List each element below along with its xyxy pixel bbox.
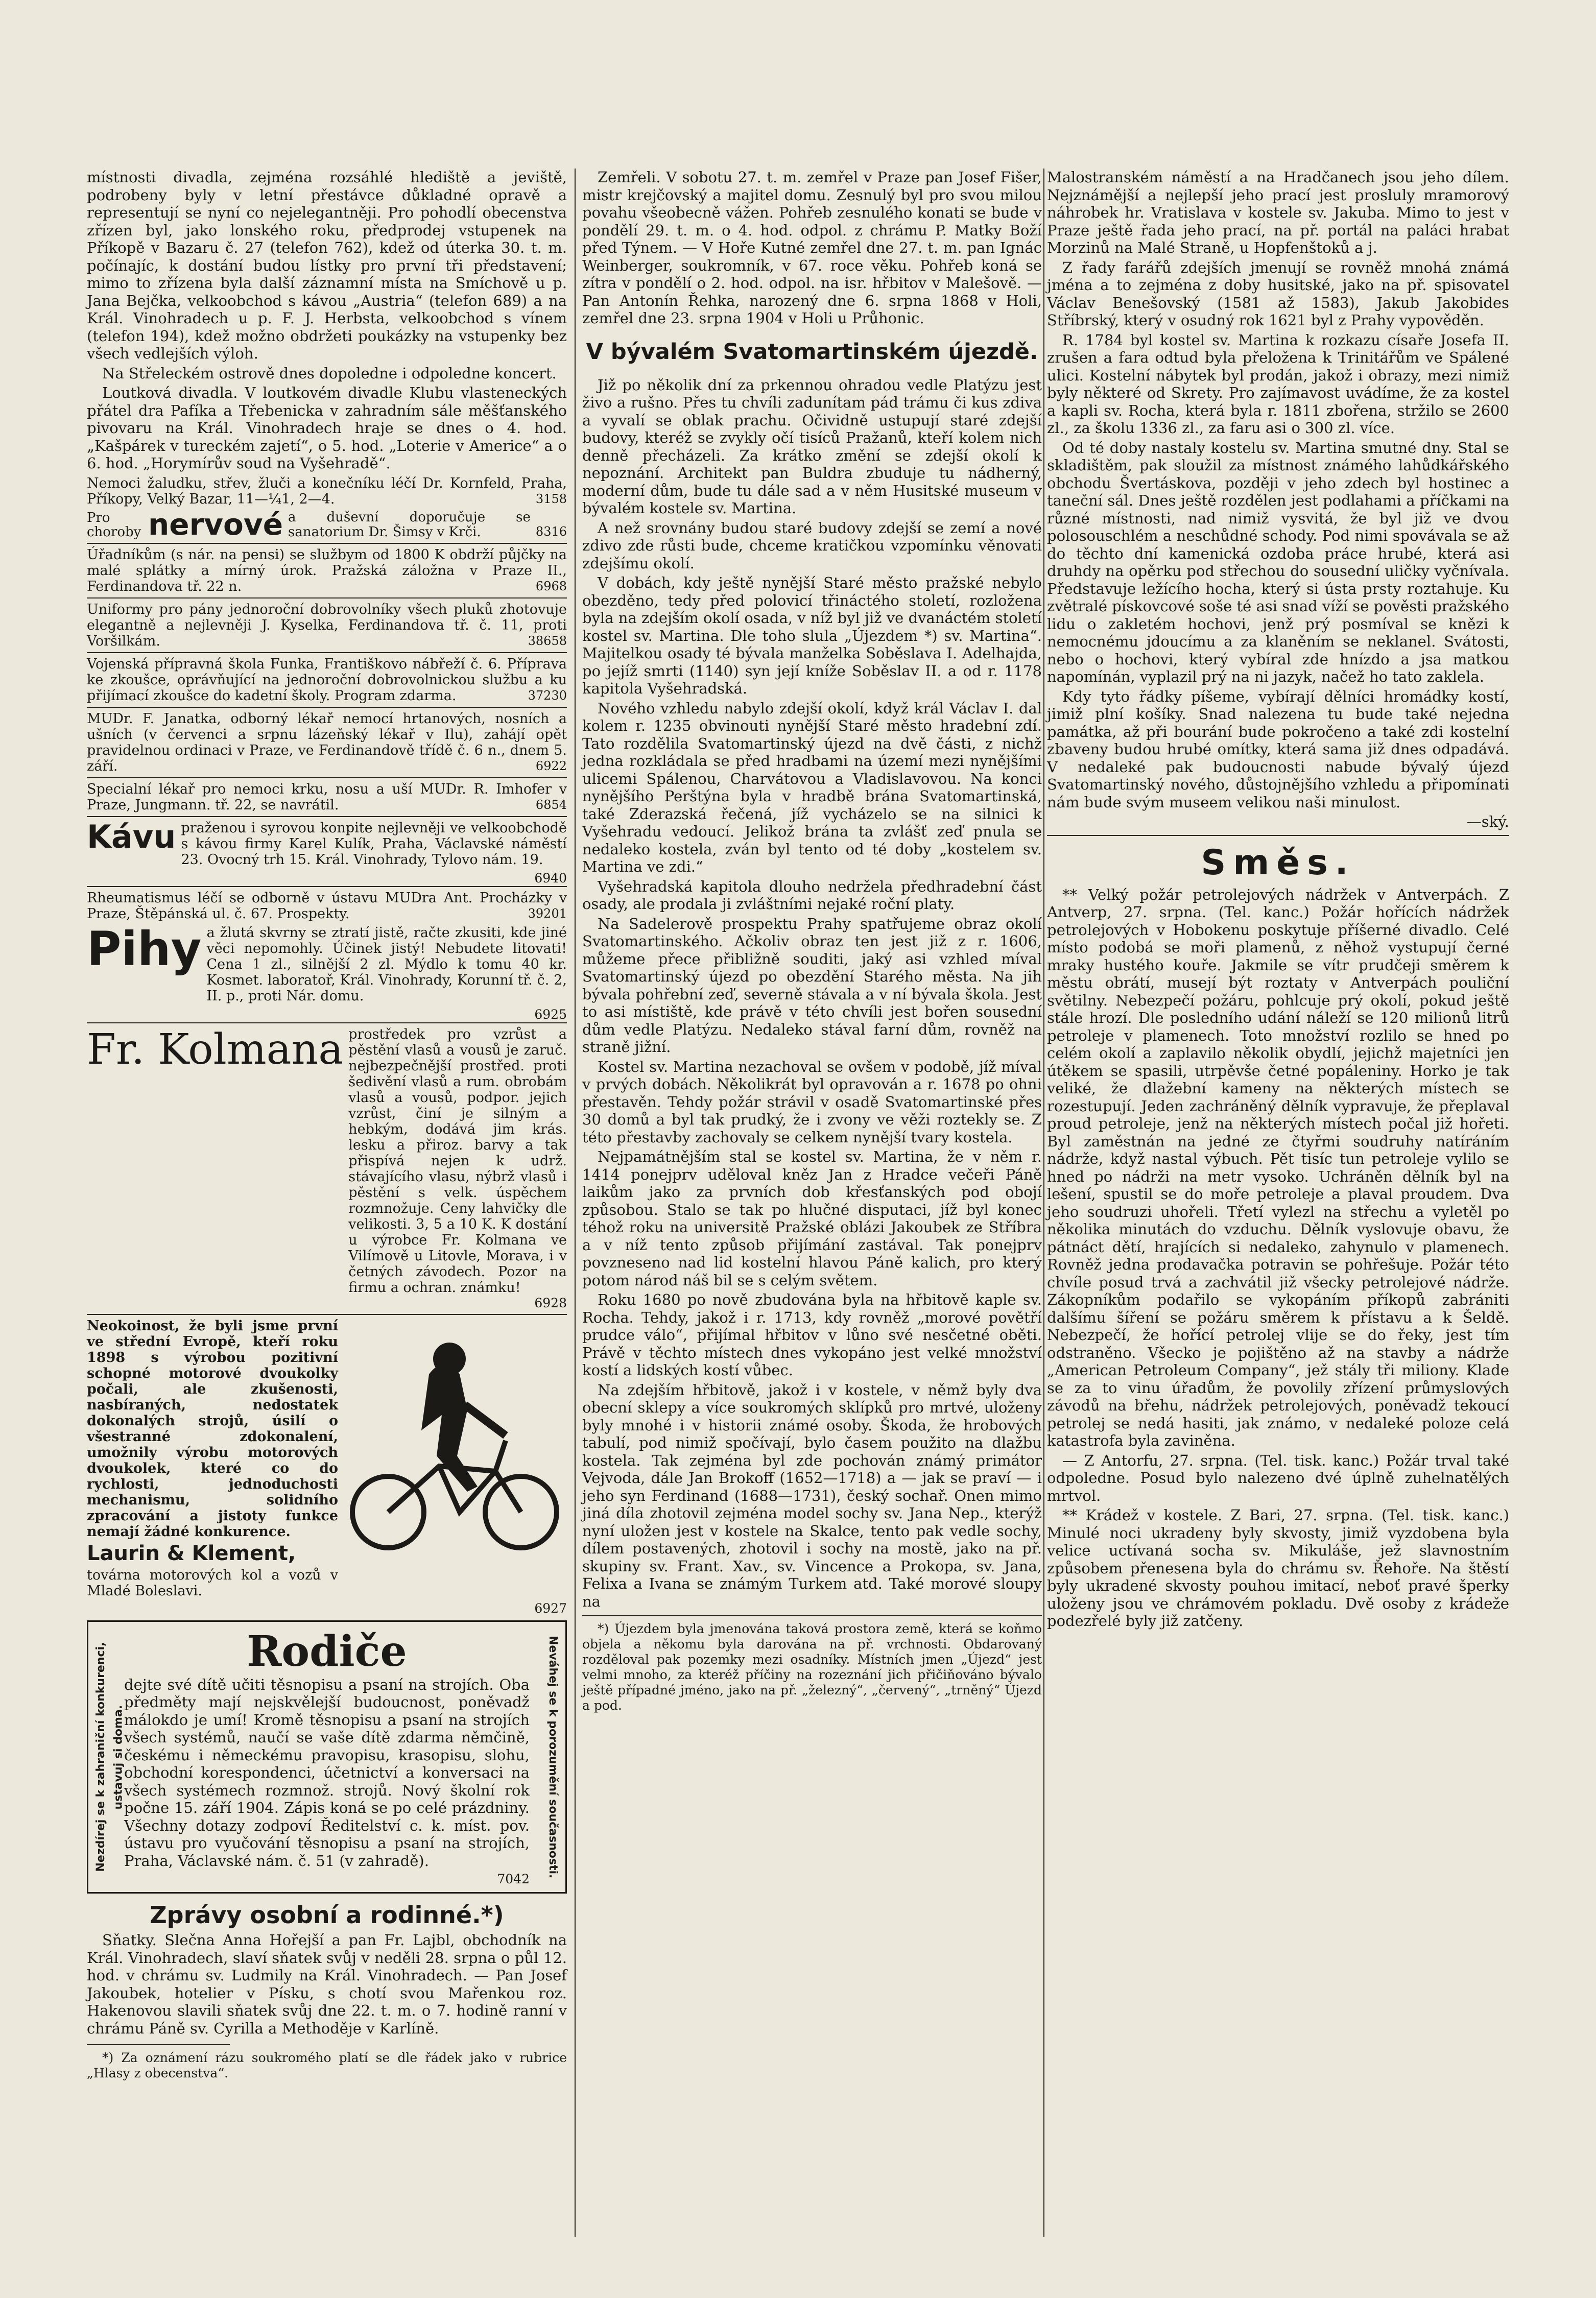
footnote: *) Za oznámení rázu soukromého platí se dle řádek jako v rubrice „Hlasy z obecenstva“.	[87, 2050, 567, 2080]
divider	[87, 816, 567, 817]
article-paragraph: Od té doby nastaly kostelu sv. Martina smutné dny. Stal se skladištěm, pak sloužil za místnost známého lahůdkářského obchodu Švertáskova, později v jeho zdech byl hostinec a taneční sál. Dnes ještě rozdělen jest podlahami a příčkami na různé místnosti, nad nimiž vysvitá, že byl již ve dvou polosouschlém a neschůdné schody. Pod nimi spovávala se až do těchto dní kamenická ozdoba práce hrubé, která asi druhdy na opěrku pod střechou do sousední uličky vyčnívala. Představuje ležícího hocha, který si ústa prsty roztahuje. Ku zvětralé pískovcové soše té asi snad víží se pověsti pražského lidu o zakletém hochovi, jenž prý posmíval se knězi k nemocnému jdoucímu a za klaněním se neklanel. Svátosti, nebo o hochovi, který vybíral zde hnízdo a jsa matkou napomínán, vyplazil prý na ni jazyk, načež ho tato zaklela.	[1047, 439, 1509, 685]
ad-funka-text: Vojenská přípravná škola Funka, Františkovo nábřeží č. 6. Příprava ke zkoušce, oprávňující na jednoroční dobrovolnickou službu a ku přijímací zkoušce do kadetní školy. Program zdarma.	[87, 656, 567, 704]
section-heading-smes: Směs.	[1201, 842, 1355, 883]
ad-uniformy-text: Uniformy pro pány jednoroční dobrovolníky všech pluků zhotovuje elegantně a nejlevněji J. Kyselka, Ferdinandova tř. č. 11, proti Voršilkám.	[87, 601, 567, 649]
article-heading: V bývalém Svatomartinském újezdě.	[586, 339, 1038, 365]
ad-rodice-side-left: Nezdírej se k zahraniční konkurenci, ustavuj si doma.	[94, 1642, 125, 1872]
column-rule-2	[1043, 169, 1044, 2237]
ad-rheumatismus	[87, 890, 567, 922]
ad-number: 6928	[534, 1295, 567, 1310]
article-paragraph: A než srovnány budou staré budovy zdejší se zemí a nové zdivo zde růsti bude, chceme kratičkou vzpomínku věnovati zdejšímu okolí.	[582, 519, 1042, 572]
ad-imhofer-text: Specialní lékař pro nemoci krku, nosu a uší MUDr. R. Imhofer v Praze, Jungmann. tř. 22, se navrátil.	[87, 781, 567, 813]
divider	[87, 886, 567, 887]
ad-number: 39201	[528, 906, 567, 921]
article-paragraph: Na Sadelerově prospektu Prahy spatřujeme obraz okolí Svatomartinského. Ačkoliv obraz ten jest již z r. 1606, můžeme přece přibližně souditi, jaký asi vzhled míval Svatomartinský újezd po obezdění Starého města. Na jih bývala pohřební zeď, severně stávala a v ní bývala škola. Jest to asi místiště, kde právě v této chvíli jest bořen sousední dům vedle Platýzu. Nedaleko stával farní dům, rovněž na straně jižní.	[582, 915, 1042, 1056]
column-1	[87, 169, 567, 2083]
column-rule-1	[575, 169, 576, 2237]
divider	[87, 2044, 230, 2045]
divider	[87, 777, 567, 778]
news-item-fire-update: — Z Antorfu, 27. srpna. (Tel. tisk. kanc.) Požár trval také odpoledne. Posud bylo nalezeno dvé úplně zuhelnatělých mrtvol.	[1047, 1451, 1509, 1504]
ad-kavu-title: Kávu	[87, 818, 176, 855]
news-item-fire: ** Velký požár petrolejových nádržek v Antverpách. Z Antverp, 27. srpna. (Tel. kanc.) Požár hořících nádržek petrolejových v Hobokenu poskytuje příšerné divadlo. Celé místo podobá se moři plamenů, z něhož vystupují černé mraky hustého kouře. Jakmile se vítr prudčeji směrem k městu obrátí, musejí být roztaty v Antverpách pouliční světilny. Nebezpečí požáru, pohlcuje prý okolí, pokud ještě stále hrozí. Dle posledního udání náleží se 120 milionů litrů petroleje v plamenech. Toto množství rozlilo se hned po celém okolí a zaplavilo několik obydlí, jejichž majetníci jen útěkem se spasili, utrpěvše četné popáleniny. Horko je tak veliké, že dlažební kameny na některých místech se rozestupují. Jeden zachráněný dělník vypravuje, že přeplaval proud petroleje, jenž na některých místech počal již hořeti. Byl zaměstnán na jedné ze čtyřmi soudruhy natíráním nádrže, když nastal výbuch. Pět tisíc tun petroleje vylilo se hned po nádrži na metr vysoko. Uchráněn dělník byl na lešení, spustil se do moře petroleje a plaval proudem. Dva jeho soudruzi uhořeli. Třetí vylezl na střechu a vyletěl po několika minutách do vzduchu. Dělník vyslovuje obavu, že pátnáct dětí, hrajících si nedaleko, zahynulo v plamenech. Rovněž jedna prodavačka potravin se pohřešuje. Požár této chvíle posud trvá a zachvátil již všecky petrolejové nádrže. Zákopníkům podařilo se vykopáním příkopů zabrániti dalšímu šíření se požáru směrem k přístavu a k Šeldě. Nebezpečí, že hořící petrolej vlije se do řeky, jest tím odstraněno. Všecko je pojištěno až na stavby a nádrže „American Petroleum Company“, jež stály tři miliony. Klade se za to vinu úřadům, že povolily zřízení průmyslových závodů na břehu, nádržek petrolejových, poněvadž tekoucí petrolej se nedá hasiti, jak známo, v nedaleké poloze celá katastrofa byla zaviněna.	[1047, 885, 1509, 1449]
article-paragraph: Kdy tyto řádky píšeme, vybírají dělníci hromádky kostí, jimiž plní košíky. Snad nalezena tu bude také nejedna památka, až při bourání bude pokročeno a také zdi kostelní zbaveny budou hrubé omítky, která sama již dnes odpadává. V nedaleké pak budoucnosti nabude bývalý újezd Svatomartinský nového, důstojnějšího vzhledu a připomínati nám bude svým museem velikou naši minulost.	[1047, 687, 1509, 811]
column-2	[582, 169, 1042, 1715]
ad-janatka	[87, 711, 567, 774]
divider	[87, 1022, 567, 1023]
ad-laurin-text: Neokoinost, že byli jsme první ve střední Evropě, kteří roku 1898 s výrobou pozitivní schopné motorové dvoukolky počali, ale zkušenosti, nasbíraných, nedostatek dokonalých strojů, úsilí o všestranné zdokonalení, umožnily výrobu motorových dvoukolek, které co do rychlosti, jednoduchosti mechanismu, solidního zpracování a jistoty funkce nemají žádné konkurence.	[87, 1318, 338, 1540]
article-paragraph: Roku 1680 po nově zbudována byla na hřbitově kaple sv. Rocha. Tehdy, jakož i r. 1713, kdy rovněž „morové povětří prudce válo“, přijímal hřbitov v lůno své nesčetné oběti. Právě v těchto místech dnes vykopáno jest velké množství kostí a lidských kostí vůbec.	[582, 1291, 1042, 1379]
obituaries-text: Zemřeli. V sobotu 27. t. m. zemřel v Praze pan Josef Fišer, mistr krejčovský a majitel domu. Zesnulý byl pro svou milou povahu všeobecně vážen. Pohřeb zesnulého konati se bude v pondělí 29. t. m. o 4. hod. odpol. z chrámu P. Matky Boží před Týnem. — V Hoře Kutné zemřel dne 27. t. m. pan Ignác Weinberger, soukromník, v 67. roce věku. Pohřeb koná se zítra v pondělí o 2. hod. odpol. na isr. hřbitov v Malešově. — Pan Antonín Řehka, narozený dne 6. srpna 1868 v Holi, zemřel dne 23. srpna 1904 v Holi u Průhonic.	[582, 169, 1042, 327]
ad-kolmana-text: prostředek pro vzrůst a pěstění vlasů a vousů je zaruč. nejbezpečnější prostřed. proti šedivění vlasů a rum. obrobám vlasů a vousů, podpor. jejich vzrůst, činí je silným a hebkým, dodává jim krás. lesku a přiroz. barvy a tak přispívá nejen k udrž. stávajícího vlasu, nýbrž vlasů i pěstění s velk. úspěchem rozmnožuje. Ceny lahvičky dle velikosti. 3, 5 a 10 K. K dostání u výrobce Fr. Kolmana ve Vilímově u Litovle, Morava, i v četných závodech. Pozor na firmu a ochran. známku!	[348, 1026, 567, 1296]
ad-laurin-title: Laurin & Klement,	[87, 1541, 296, 1565]
article-paragraph: Kostel sv. Martina nezachoval se ovšem v podobě, jíž míval v prvých dobách. Několikrát byl opravován a r. 1678 po ohni přestavěn. Tehdy požár strávil v osadě Svatomartinské přes 30 domů a byl tak prudký, že i zvony ve věži roztekly se. Z této přestavby zachovaly se celkem nynější tvary kostela.	[582, 1058, 1042, 1146]
ad-rodice-side-right: Neváhej se k porozumění současnosti.	[546, 1635, 559, 1878]
ad-number: 38658	[528, 633, 567, 648]
ad-rodice-text: dejte své dítě učiti těsnopisu a psaní na strojích. Oba předměty mají nejskvělejší budoucnost, poněvadž málokdo je umí! Kromě těsnopisu a psaní na strojích všech systémů, naučí se vaše dítě zdarma němčině, českému i německému pravopisu, krasopisu, slohu, obchodní korespondenci, účetnictví a konversaci na všech systémech rozmnož. strojů. Nový školní rok počne 15. září 1904. Zápis koná se po celé prázdniny. Všechny dotazy zodpoví Ředitelství c. k. míst. pov. ústavu pro vyučování těsnopisu a psaní na strojích, Praha, Václavské nám. č. 51 (v zahradě).	[124, 1675, 530, 1870]
ad-number: 7042	[497, 1872, 530, 1886]
article-paragraph: Z řady farářů zdejších jmenují se rovněž mnohá známá jména a to zejména z doby husitské, jako na př. spisovatel Václav Benešovský (1581 až 1583), Jakub Jakobides Stříbrský, který v osudný rok 1621 byl z Prahy vypověděn.	[1047, 258, 1509, 329]
divider	[87, 707, 567, 708]
divider	[87, 543, 567, 544]
ad-rodice-title: Rodiče	[247, 1626, 407, 1676]
article-paragraph: Nového vzhledu nabylo zdejší okolí, když král Václav I. dal kolem r. 1235 obvinouti nynější Staré město hradební zdí. Tato rozdělila Svatomartinský újezd na dvě části, z nichž jedna rozkládala se před hradbami na území mezi nynějšími ulicemi Spálenou, Charvátovou a Vladislavovou. Na konci nynějšího Perštýna byla v hradbě brána Svatomartinská, také Zderazská řečená, jíž vycházelo se na silnici k Vyšehradu vedoucí. Jelikož brána ta zvlášť zeď pnula se nedaleko kostela, zván byl tento od té doby „kostelem sv. Martina ve zdi.“	[582, 699, 1042, 875]
ad-janatka-text: MUDr. F. Janatka, odborný lékař nemocí hrtanových, nosních a ušních (v červenci a srpnu lázeňský lékař v Ilu), zahájí opět pravidelnou ordinaci v Praze, ve Ferdinandově třídě č. 6 n., dnem 5. září.	[87, 710, 567, 774]
section-heading-personal: Zprávy osobní a rodinné.*)	[150, 1901, 504, 1929]
divider	[582, 1615, 1042, 1616]
ad-kornfeld-text: Nemoci žaludku, střev, žluči a konečníku léčí Dr. Kornfeld, Praha, Příkopy, Velký Bazar, 11—¼1, 2—4.	[87, 475, 567, 507]
ad-pihy	[87, 921, 567, 1004]
ad-uniformy	[87, 602, 567, 649]
ad-pihy-text: a žlutá skvrny se ztratí jistě, račte zkusiti, kde jiné věci nepomohly. Účinek jistý! Nebudete litovati! Cena 1 zl., silnější 2 zl. Mýdlo k tomu 40 kr. Kosmet. laboratoř, Král. Vinohrady, Korunní tř. č. 2, II. p., proti Nár. domu.	[206, 924, 567, 1004]
ad-kolmana	[87, 1026, 567, 1311]
ad-nervove-text: a duševní doporučuje se sanatorium Dr. Šimsy v Krči.	[288, 509, 531, 540]
article-paragraph: Již po několik dní za prkennou ohradou vedle Platýzu jest živo a rušno. Přes tu chvíli zadunítam pád trámu či kus zdiva a vyvalí se oblak prachu. Očividně ustupují staré zdejší budovy, kteréž se zvykly očí tisíců Pražanů, kteří kolem nich denně přecházeli. Za krátko změní se zdejší okolí k nepoznání. Architekt pan Buldra zbuduje tu nádherný, moderní dům, bude tu dále sad a v něm Husitské museum v bývalém kostele sv. Martina.	[582, 376, 1042, 517]
ad-laurin-klement	[87, 1318, 567, 1616]
ad-number: 6940	[534, 870, 567, 885]
ad-kolmana-title: Fr. Kolmana	[87, 1025, 344, 1074]
column-3	[1047, 169, 1509, 1632]
article-paragraph: R. 1784 byl kostel sv. Martina k rozkazu císaře Josefa II. zrušen a fara odtud byla přeložena k Trinitářům ve Spálené ulici. Kostelní nábytek byl prodán, jakož i obrazy, mezi nimiž byly některé od Skrety. Pro zajímavost uvádíme, že za kostel a kapli sv. Rocha, která byla r. 1811 zbořena, stržilo se 2600 zl., za školu 1336 zl., za faru asi o 300 zl. více.	[1047, 331, 1509, 437]
ad-kornfeld	[87, 475, 567, 507]
ad-number: 37230	[528, 688, 567, 703]
motorcycle-rider-icon	[342, 1318, 567, 1558]
ad-rheumatismus-text: Rheumatismus léčí se odborně v ústavu MUDra Ant. Procházky v Praze, Štěpánská ul. č. 67. Prospekty.	[87, 890, 567, 922]
divider	[87, 597, 567, 599]
article-paragraph: Nejpamátnějším stal se kostel sv. Martina, že v něm r. 1414 ponejprv uděloval kněz Jan z Hradce večeři Páně laikům jako za prvních dob křesťanských pod obojí způsobou. Stalo se tak po hlučné disputaci, jíž byl konec téhož roku na universitě Pražské oblázi Jakoubek ze Stříbra a v níž tento způsob přijímání zastával. Tak ponejprv povzneseno nad lid kostelní hlavou Páně kalich, pro který potom národ náš bil se s celým světem.	[582, 1148, 1042, 1289]
ad-number: 3158	[535, 491, 567, 506]
ad-uradnikum-text: Úřadníkům (s nár. na pensi) se službym od 1800 K obdrží půjčky na malé splátky a mírný úrok. Pražská záložna v Praze II., Ferdinandova tř. 22 n.	[87, 546, 567, 594]
news-item-theft: ** Krádež v kostele. Z Bari, 27. srpna. (Tel. tisk. kanc.) Minulé noci ukradeny byly skvosty, jimiž vyzdobena byla velice uctívaná socha sv. Mikuláše, jež slavnostním způsobem přenesena byla do chrámu sv. Řehoře. Na štěstí byly ukradené skvosty pouhou imitací, neboť pravé šperky uloženy jsou ve chrámovém pokladu. Dvě osoby z krádeže podezřelé byly již zatčeny.	[1047, 1506, 1509, 1630]
article-signature: —ský.	[1466, 813, 1509, 830]
ad-nervove	[87, 507, 567, 542]
ad-number: 6922	[535, 758, 567, 773]
ad-imhofer	[87, 781, 567, 813]
ad-nervove-title: nervové	[148, 507, 283, 542]
ad-laurin-address: továrna motorových kol a vozů v Mladé Boleslavi.	[87, 1567, 338, 1599]
ad-kavu-text: praženou i syrovou konpite nejlevněji ve velkoobchodě s kávou firmy Karel Kulík, Praha, Václavské náměstí 23. Ovocný trh 15. Král. Vinohrady, Tylovo nám. 19.	[181, 820, 567, 868]
ad-number: 6968	[535, 579, 567, 593]
puppet-theatre-text: Loutková divadla. V loutkovém divadle Klubu vlasteneckých přátel dra Pafíka a Třebenicka v zahradním sále měšťanského pivovaru na Král. Vinohradech hraje se dnes o 4. hod. „Kašpárek v tureckém zajetí“, o 5. hod. „Loterie v Americe“ a o 6. hod. „Horymírův soud na Vyšehradě“.	[87, 384, 567, 472]
article-paragraph: Na zdejším hřbitově, jakož i v kostele, v němž byly dva obecní sklepy a více soukromých sklípků pro mrtvé, uloženy byly mnohé i v historii známé osoby. Škoda, že hrobových tabulí, pod nimiž spočívají, bylo časem použito na dlažbu kostela. Tak zejména byl zde pochován známý primátor Vejvoda, dále Jan Brokoff (1652—1718) a — jak se praví — i jeho syn Ferdinand (1688—1731), český sochař. Onen mimo jiná díla zhotovil zejména model sochy sv. Jana Nep., kterýž nyní uložen jest v kostele na Skalce, tento pak vedle sochy, dílem postavených, zhotovil i sochy na mostě, jako na př. skupiny sv. Frant. Xav., sv. Vincence a Prokopa, sv. Jana, Felixa a Ivana se známým Turkem atd. Také morové sloupy na	[582, 1381, 1042, 1610]
divider	[87, 652, 567, 653]
theatre-text: místnosti divadla, zejména rozsáhlé hlediště a jeviště, podrobeny byly v letní přestávce důkladné opravě a representují se nyní co nejelegantněji. Pro pohodlí obecenstva zřízen byl, jako lonského roku, předprodej vstupenek na Příkopě v Bazaru č. 27 (telefon 762), kdež od úterka 30. t. m. počínajíc, k dostání budou lístky pro první tři představení; mimo to zřízena byla další záznamní místa na Smíchově u p. Jana Bejčka, velkoobchod s kávou „Austria“ (telefon 689) a na Král. Vinohradech u p. F. J. Herbsta, velkoobchod s vínem (telefon 194), kdež možno obdržeti poukázky na vstupenky bez všech vedlejších výloh.	[87, 169, 567, 362]
ad-nervove-pre: Pro choroby	[87, 510, 141, 540]
article-paragraph: Malostranském náměstí a na Hradčanech jsou jeho dílem. Nejznámější a nejlepší jeho prací jest prosluly mramorový náhrobek hr. Vratislava v kostele sv. Jakuba. Mimo to jest v Praze ještě řada jeho prací, na př. portál na paláci hrabat Morzinů na Malé Straně, u Hopfenštoků a j.	[1047, 169, 1509, 256]
ad-pihy-title: Pihy	[87, 921, 202, 976]
ad-funka	[87, 656, 567, 704]
article-paragraph: V dobách, kdy ještě nynější Staré město pražské nebylo obezděno, tedy před polovicí třináctého století, rozložena byla na zdejším okolí osada, v níž byl již ve dvanáctém století kostel sv. Martina. Dle toho slula „Újezdem *) sv. Martina“. Majitelkou osady té bývala manželka Soběslava I. Adelhajda, po jejíž smrti (1140) syn její kníže Soběslav II. a od r. 1178 kapitola Vyšehradská.	[582, 574, 1042, 697]
footnote: *) Újezdem byla jmenována taková prostora země, která se koňmo objela a někomu byla darována na př. vrchnosti. Obdarovaný rozděloval pak pozemky mezi osadníky. Místních jmen „Újezd“ jest velmi mnoho, za kteréž příčiny na rozeznání jich přičiňováno bývalo ještě případné jméno, jako na př. „železný“, „červený“, „trněný“ Újezd a pod.	[582, 1621, 1042, 1713]
ad-number: 8316	[535, 524, 567, 539]
ad-number: 6925	[534, 1007, 567, 1022]
article-paragraph: Vyšehradská kapitola dlouho nedržela předhradební část osady, ale prodala ji zvláštními nejaké roční platy.	[582, 877, 1042, 913]
ad-kavu	[87, 820, 567, 868]
personal-news-text: Sňatky. Slečna Anna Hořejší a pan Fr. Lajbl, obchodník na Král. Vinohradech, slaví sňatek svůj v neděli 28. srpna o půl 12. hod. v chrámu sv. Ludmily na Král. Vinohradech. — Pan Josef Jakoubek, hotelier v Písku, s chotí svou Mařenkou roz. Hakenovou slavili sňatek svůj dne 22. t. m. o 7. hodině ranní v chrámu Páně sv. Cyrilla a Methoděje v Karlíně.	[87, 1931, 567, 2037]
concert-text: Na Střeleckém ostrově dnes dopoledne i odpoledne koncert.	[102, 364, 557, 382]
ad-number: 6854	[535, 797, 567, 812]
ad-uradnikum	[87, 547, 567, 594]
divider	[87, 1314, 567, 1315]
ad-rodice	[87, 1620, 567, 1894]
divider	[1047, 835, 1509, 836]
ad-number: 6927	[534, 1600, 567, 1616]
